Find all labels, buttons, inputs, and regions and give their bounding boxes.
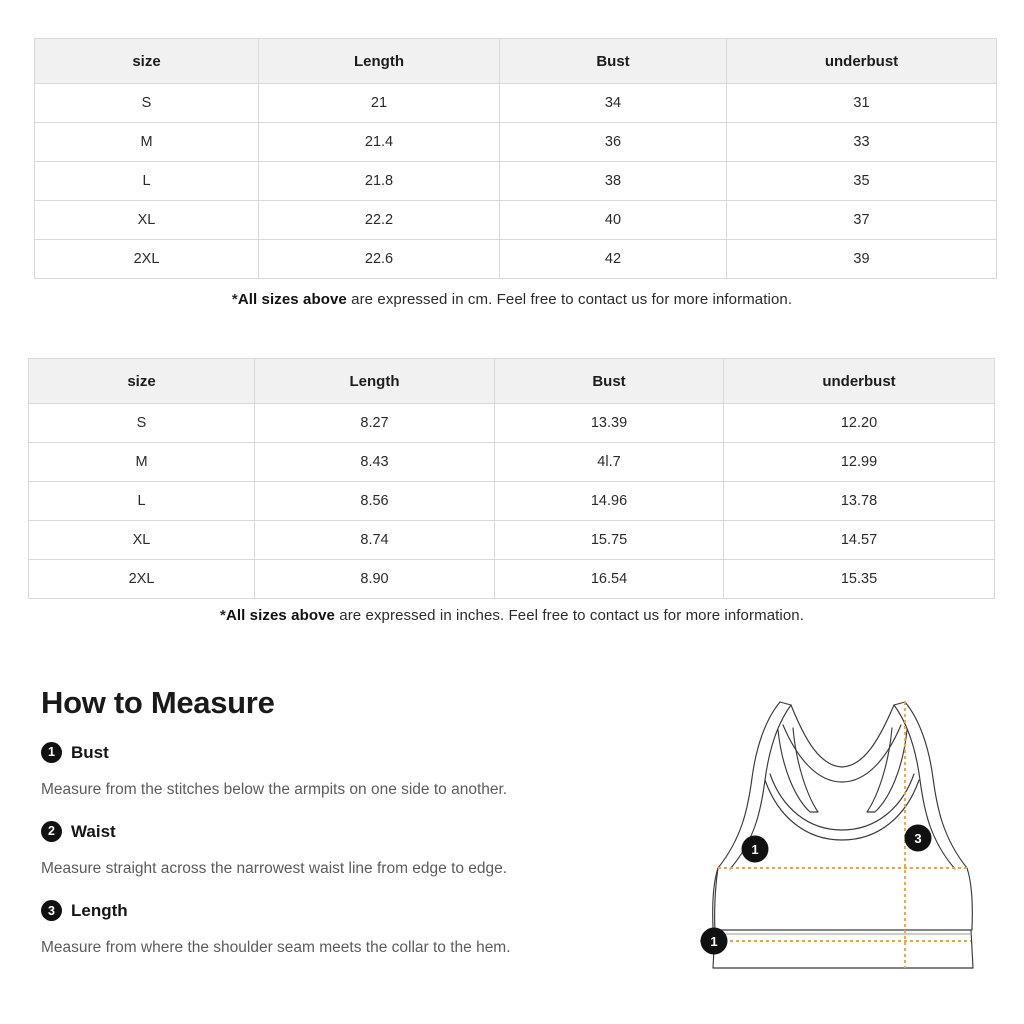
garment-outline [713,702,973,968]
cell-bust: 34 [500,84,727,123]
table-row [29,521,995,560]
footnote-asterisk: * [220,607,226,624]
step-label: Waist [71,821,116,841]
cell-underbust: 13.78 [724,482,995,521]
table-row [35,162,997,201]
cell-size: XL [29,521,255,560]
size-table-cm-container [34,38,996,279]
footnote-inches [0,607,1024,624]
table-row [35,84,997,123]
cell-underbust: 37 [727,201,997,240]
column-header-underbust: underbust [724,359,995,404]
sports-bra-illustration [660,678,1005,1003]
footnote-bold-text: All sizes above [237,291,347,308]
cell-underbust: 12.20 [724,404,995,443]
footnote-asterisk: * [231,291,238,308]
cell-underbust: 35 [727,162,997,201]
cell-length: 21 [259,84,500,123]
sports-bra-diagram [660,678,1005,1003]
table-row [29,443,995,482]
step-label: Length [71,900,128,920]
diagram-badge-length [905,825,932,852]
step-number-badge: 3 [41,900,62,921]
badge-number: 1 [751,842,759,857]
cell-length: 22.2 [259,201,500,240]
diagram-badge-band [701,928,728,955]
cell-length: 22.6 [259,240,500,279]
cell-bust: 40 [500,201,727,240]
measure-step-waist [41,821,641,879]
cell-bust: 36 [500,123,727,162]
cell-size: XL [35,201,259,240]
cell-bust: 14.96 [495,482,724,521]
step-heading [41,742,641,763]
column-header-bust: Bust [500,39,727,84]
step-heading [41,900,641,921]
cell-bust: 15.75 [495,521,724,560]
column-header-length: Length [259,39,500,84]
table-row [35,201,997,240]
cell-bust: 42 [500,240,727,279]
cell-size: 2XL [29,560,255,599]
table-row [35,123,997,162]
table-row [29,482,995,521]
cell-length: 8.27 [255,404,495,443]
cell-underbust: 33 [727,123,997,162]
cell-bust: 4l.7 [495,443,724,482]
step-description: Measure straight across the narrowest waist line from edge to edge. [41,860,508,878]
measure-step-bust [41,742,641,800]
column-header-underbust: underbust [727,39,997,84]
badge-number: 1 [710,934,718,949]
size-table-inches-container [28,358,994,599]
cell-bust: 13.39 [495,404,724,443]
footnote-rest-text: are expressed in inches. Feel free to contact us for more information. [335,607,804,624]
cell-underbust: 39 [727,240,997,279]
measure-step-length [41,900,641,958]
how-to-measure-title: How to Measure [41,685,275,720]
cell-size: S [35,84,259,123]
cell-underbust: 14.57 [724,521,995,560]
cell-bust: 38 [500,162,727,201]
cell-bust: 16.54 [495,560,724,599]
footnote-rest-text: are expressed in cm. Feel free to contact us for more information. [346,291,793,308]
cell-length: 8.56 [255,482,495,521]
cell-size: L [35,162,259,201]
cell-length: 21.8 [259,162,500,201]
cell-length: 8.43 [255,443,495,482]
column-header-size: size [35,39,259,84]
cell-size: S [29,404,255,443]
cell-size: L [29,482,255,521]
size-table-cm [34,38,997,279]
column-header-size: size [29,359,255,404]
table-row [29,404,995,443]
table-header-row [29,359,995,404]
footnote-bold-text: All sizes above [225,607,335,624]
step-description: Measure from the stitches below the armpits on one side to another. [41,781,508,799]
cell-length: 21.4 [259,123,500,162]
cell-underbust: 12.99 [724,443,995,482]
column-header-bust: Bust [495,359,724,404]
cell-size: M [29,443,255,482]
footnote-cm [0,291,1024,308]
step-label: Bust [71,742,109,762]
how-to-measure-section [41,686,641,980]
cell-size: 2XL [35,240,259,279]
table-row [29,560,995,599]
diagram-badge-bust [742,836,769,863]
cell-size: M [35,123,259,162]
table-header-row [35,39,997,84]
table-row [35,240,997,279]
column-header-length: Length [255,359,495,404]
step-heading [41,821,641,842]
cell-length: 8.90 [255,560,495,599]
step-number-badge: 1 [41,742,62,763]
cell-length: 8.74 [255,521,495,560]
size-table-inches [28,358,995,599]
cell-underbust: 15.35 [724,560,995,599]
step-number-badge: 2 [41,821,62,842]
cell-underbust: 31 [727,84,997,123]
badge-number: 3 [914,831,922,846]
step-description: Measure from where the shoulder seam meets the collar to the hem. [41,939,511,957]
